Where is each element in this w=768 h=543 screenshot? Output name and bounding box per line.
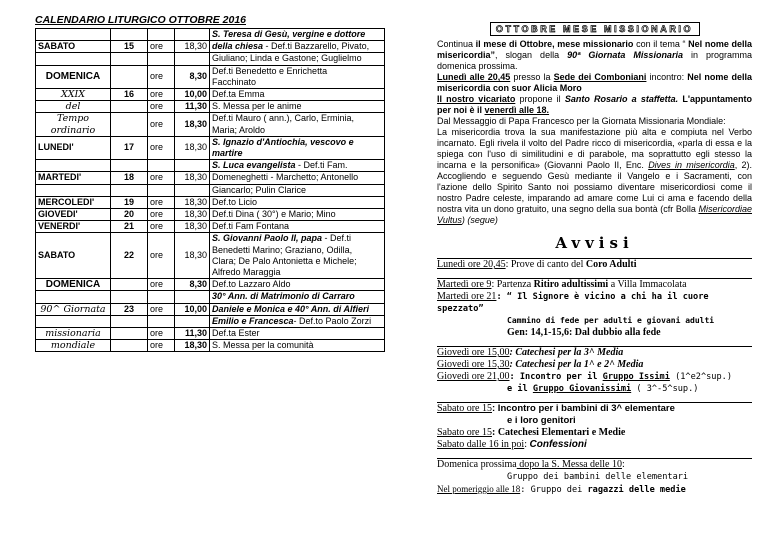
calendar-intention: [210, 65, 385, 88]
intention-line: S. Luca evangelista - Def.ti Fam.: [212, 160, 348, 171]
intention-line: S. Messa per la comunità: [212, 340, 314, 351]
calendar-intention: [210, 303, 385, 315]
calendar-day: del: [36, 101, 111, 113]
calendar-row: [36, 172, 385, 184]
calendar-time: 8,30: [175, 65, 210, 88]
calendar-day: MERCOLEDI': [36, 196, 111, 208]
calendar-time: 8,30: [175, 279, 210, 291]
intention-line: Benedetti Marino; Graziano, Odilla,: [212, 244, 353, 255]
intention-line: Def.ti Benedetto e Enrichetta: [212, 65, 328, 76]
intention-line: S. Messa per le anime: [212, 101, 302, 112]
avviso-giovedi-1530: Giovedì ore 15,30: Catechesi per la 1^ e 2^ Media: [437, 359, 644, 370]
calendar-table: [35, 28, 385, 352]
missionary-header-text: OTTOBRE MESE MISSIONARIO: [495, 24, 694, 34]
calendar-row: [36, 303, 385, 315]
intention-line: Domeneghetti - Marchetto; Antonello: [212, 172, 359, 183]
calendar-date: [111, 53, 148, 65]
calendar-time: [175, 291, 210, 303]
calendar-time: 18,30: [175, 209, 210, 221]
calendar-day: [36, 53, 111, 65]
calendar-date: 16: [111, 89, 148, 101]
intro-paragraph-1: Continua il mese di Ottobre, mese missionario con il tema “ Nel nome della misericordia”, slogan della 90ª Giornata Missionaria in programma domenica prossima.: [437, 39, 752, 71]
intention-line: Giancarlo; Pulin Clarice: [212, 184, 307, 195]
calendar-intention: [210, 221, 385, 233]
calendar-day: [36, 315, 111, 327]
calendar-ore: [148, 291, 175, 303]
calendar-time: [175, 160, 210, 172]
calendar-day: XXIX: [36, 89, 111, 101]
intention-line: martire: [212, 148, 243, 159]
calendar-row: [36, 340, 385, 352]
calendar-intention: [210, 101, 385, 113]
calendar-intention: [210, 233, 385, 279]
calendar-date: [111, 29, 148, 41]
calendar-ore: [148, 184, 175, 196]
calendar-row: [36, 160, 385, 172]
calendar-intention: [210, 340, 385, 352]
intro-paragraph-3: Il nostro vicariato propone il Santo Rosario a staffetta. L'appuntamento per noi è il venerdì alle 18.: [437, 94, 752, 115]
calendar-row: [36, 136, 385, 159]
calendar-ore: [148, 160, 175, 172]
intention-line: Def.ti Fam Fontana: [212, 221, 290, 232]
calendar-time: 10,00: [175, 303, 210, 315]
avviso-confessioni: Sabato dalle 16 in poi: Confessioni: [437, 439, 587, 450]
missionary-header: [490, 22, 700, 36]
calendar-date: 19: [111, 196, 148, 208]
calendar-date: 22: [111, 233, 148, 279]
calendar-row: [36, 113, 385, 136]
calendar-intention: [210, 209, 385, 221]
intention-line: Facchinato: [212, 76, 257, 87]
intro-paragraph-4: Dal Messaggio di Papa Francesco per la Giornata Missionaria Mondiale:: [437, 116, 726, 126]
calendar-date: [111, 101, 148, 113]
intention-line: S. Giovanni Paolo II, papa - Def.ti: [212, 233, 352, 244]
calendar-day: [36, 29, 111, 41]
intro-paragraph-2: Lunedì alle 20,45 presso la Sede dei Comboniani incontro: Nel nome della misericordia con suor Alicia Moro: [437, 72, 752, 93]
calendar-row: [36, 41, 385, 53]
intention-line: Def.ti Dina ( 30°) e Mario; Mino: [212, 209, 336, 220]
calendar-ore: ore: [148, 209, 175, 221]
calendar-date: 18: [111, 172, 148, 184]
calendar-time: 18,30: [175, 172, 210, 184]
calendar-day: mondiale: [36, 340, 111, 352]
calendar-time: 18,30: [175, 41, 210, 53]
calendar-row: [36, 233, 385, 279]
bulletin-right: [437, 22, 752, 496]
intention-line: S. Teresa di Gesù, vergine e dottore: [212, 29, 366, 39]
intention-line: Alfredo Maraggia: [212, 267, 281, 278]
calendar-day: DOMENICA: [36, 65, 111, 88]
calendar-date: 17: [111, 136, 148, 159]
calendar-row: [36, 221, 385, 233]
calendar-ore: ore: [148, 279, 175, 291]
intention-line: Def.to Lazzaro Aldo: [212, 279, 291, 290]
calendar-day: [36, 291, 111, 303]
calendar-row: [36, 65, 385, 88]
avviso-lunedi: Lunedì ore 20,45: Prove di canto del Coro Adulti: [437, 259, 637, 270]
calendar-row: [36, 196, 385, 208]
calendar-row: [36, 279, 385, 291]
avviso-gen: Gen: 14,1-15,6: Dal dubbio alla fede: [507, 327, 661, 338]
calendar-intention: [210, 53, 385, 65]
avviso-martedi-21: Martedì ore 21: “ Il Signore è vicino a chi ha il cuore spezzato”: [437, 291, 709, 314]
calendar-day: DOMENICA: [36, 279, 111, 291]
calendar-date: [111, 113, 148, 136]
avviso-domenica: Domenica prossima dopo la S. Messa delle 10:: [437, 459, 625, 470]
calendar-title: CALENDARIO LITURGICO OTTOBRE 2016: [35, 14, 246, 26]
intention-line: Def.ti Mauro ( ann.), Carlo, Erminia,: [212, 113, 355, 124]
calendar-ore: ore: [148, 172, 175, 184]
calendar-intention: [210, 89, 385, 101]
calendar-ore: ore: [148, 233, 175, 279]
intro-paragraph-5: La misericordia trova la sua manifestazione più alta e compiuta nel Verbo incarnato. Egli rivela il volto del Padre ricco di misericordia, «parla di essa e la spiega con l'uso di similitudini e di parabole, ma soprattutto egli stesso la incarna e la personifica» (Giovanni Paolo II, Enc. Dives in misericordia, 2). Accogliendo e seguendo Gesù mediante il Vangelo e i Sacramenti, con l'azione dello Spirito Santo noi possiamo diventare misericordiosi come il nostro Padre celeste, imparando ad amare come Lui ci ama e facendo della nostra vita un dono gratuito, una segno della sua bontà (cfr Bolla Misericordiae Vultus) (segue): [437, 127, 752, 225]
calendar-intention: [210, 291, 385, 303]
calendar-day: [36, 160, 111, 172]
calendar-row: [36, 89, 385, 101]
calendar-ore: [148, 315, 175, 327]
avviso-giovedi-15: Giovedì ore 15,00: Catechesi per la 3^ Media: [437, 347, 624, 358]
calendar-row: [36, 315, 385, 327]
calendar-row: [36, 209, 385, 221]
calendar-time: 18,30: [175, 221, 210, 233]
calendar-time: 11,30: [175, 328, 210, 340]
intention-line: Maria; Aroldo: [212, 124, 266, 135]
intention-line: Def.ta Emma: [212, 89, 265, 100]
intention-line: Def.to Licio: [212, 196, 258, 207]
calendar-intention: [210, 279, 385, 291]
missionary-intro: [437, 39, 752, 226]
calendar-ore: ore: [148, 101, 175, 113]
calendar-ore: ore: [148, 65, 175, 88]
calendar-day: GIOVEDI': [36, 209, 111, 221]
calendar-row: [36, 29, 385, 41]
calendar-ore: ore: [148, 41, 175, 53]
calendar-intention: [210, 41, 385, 53]
calendar-time: 11,30: [175, 101, 210, 113]
calendar-section: [35, 14, 375, 352]
calendar-intention: [210, 172, 385, 184]
calendar-day: SABATO: [36, 233, 111, 279]
calendar-day: SABATO: [36, 41, 111, 53]
calendar-row: [36, 53, 385, 65]
calendar-date: [111, 340, 148, 352]
calendar-time: 18,30: [175, 233, 210, 279]
calendar-intention: [210, 184, 385, 196]
avvisi-list: [437, 258, 752, 496]
calendar-day: LUNEDI': [36, 136, 111, 159]
calendar-day: Tempo ordinario: [36, 113, 111, 136]
calendar-time: 10,00: [175, 89, 210, 101]
calendar-time: [175, 315, 210, 327]
calendar-date: [111, 279, 148, 291]
calendar-intention: [210, 29, 385, 41]
calendar-ore: ore: [148, 328, 175, 340]
calendar-ore: ore: [148, 89, 175, 101]
calendar-ore: ore: [148, 196, 175, 208]
calendar-time: 18,30: [175, 136, 210, 159]
intention-line: Def.ta Ester: [212, 328, 260, 339]
calendar-time: [175, 29, 210, 41]
calendar-intention: [210, 315, 385, 327]
calendar-date: 23: [111, 303, 148, 315]
avviso-genitori: e i loro genitori: [507, 415, 576, 426]
calendar-intention: [210, 160, 385, 172]
calendar-date: [111, 328, 148, 340]
calendar-time: 18,30: [175, 340, 210, 352]
avviso-sabato-15: Sabato ore 15: Incontro per i bambini di 3^ elementare: [437, 403, 675, 414]
calendar-intention: [210, 136, 385, 159]
calendar-day: MARTEDI': [36, 172, 111, 184]
intention-line: Clara; De Palo Antonietta e Michele;: [212, 255, 357, 266]
calendar-time: 18,30: [175, 196, 210, 208]
calendar-intention: [210, 328, 385, 340]
calendar-row: [36, 184, 385, 196]
intention-line: Emilio e Francesca- Def.to Paolo Zorzi: [212, 315, 372, 326]
calendar-date: 21: [111, 221, 148, 233]
avviso-sabato-catechesi: Sabato ore 15: Catechesi Elementari e Medie: [437, 427, 626, 438]
avviso-giovanissimi: e il Gruppo Giovanissimi ( 3^-5^sup.): [507, 384, 699, 394]
avvisi-title: Avvisi: [555, 234, 634, 252]
intention-line: S. Ignazio d'Antiochia, vescovo e: [212, 136, 354, 147]
calendar-date: [111, 315, 148, 327]
calendar-ore: ore: [148, 340, 175, 352]
calendar-time: 18,30: [175, 113, 210, 136]
calendar-day: [36, 184, 111, 196]
intention-line: della chiesa - Def.ti Bazzarello, Pivato,: [212, 41, 370, 52]
avviso-giovedi-21: Giovedì ore 21,00: Incontro per il Gruppo Issimi (1^e2^sup.): [437, 371, 732, 382]
avviso-gruppo-bambini: Gruppo dei bambini delle elementari: [507, 472, 689, 482]
calendar-ore: ore: [148, 113, 175, 136]
calendar-day: 90^ Giornata: [36, 303, 111, 315]
calendar-ore: ore: [148, 136, 175, 159]
calendar-ore: [148, 29, 175, 41]
calendar-ore: ore: [148, 221, 175, 233]
calendar-intention: [210, 196, 385, 208]
calendar-row: [36, 291, 385, 303]
intention-line: Giuliano; Linda e Gastone; Guglielmo: [212, 53, 362, 64]
avviso-martedi-9: Martedì ore 9: Partenza Ritiro adultissimi a Villa Immacolata: [437, 279, 687, 290]
intention-line: 30° Ann. di Matrimonio di Carraro: [212, 291, 355, 302]
calendar-time: [175, 184, 210, 196]
calendar-date: [111, 160, 148, 172]
intention-line: Daniele e Monica e 40° Ann. di Alfieri: [212, 303, 369, 314]
calendar-date: [111, 184, 148, 196]
calendar-row: [36, 101, 385, 113]
calendar-ore: [148, 53, 175, 65]
avviso-pomeriggio: Nel pomeriggio alle 18: Gruppo dei ragazzi delle medie: [437, 484, 686, 495]
calendar-time: [175, 53, 210, 65]
calendar-day: VENERDI': [36, 221, 111, 233]
avviso-cammino: Cammino di fede per adulti e giovani adulti: [507, 316, 715, 325]
calendar-row: [36, 328, 385, 340]
calendar-intention: [210, 113, 385, 136]
calendar-day: missionaria: [36, 328, 111, 340]
calendar-date: 20: [111, 209, 148, 221]
calendar-date: [111, 65, 148, 88]
calendar-date: [111, 291, 148, 303]
calendar-date: 15: [111, 41, 148, 53]
calendar-ore: ore: [148, 303, 175, 315]
